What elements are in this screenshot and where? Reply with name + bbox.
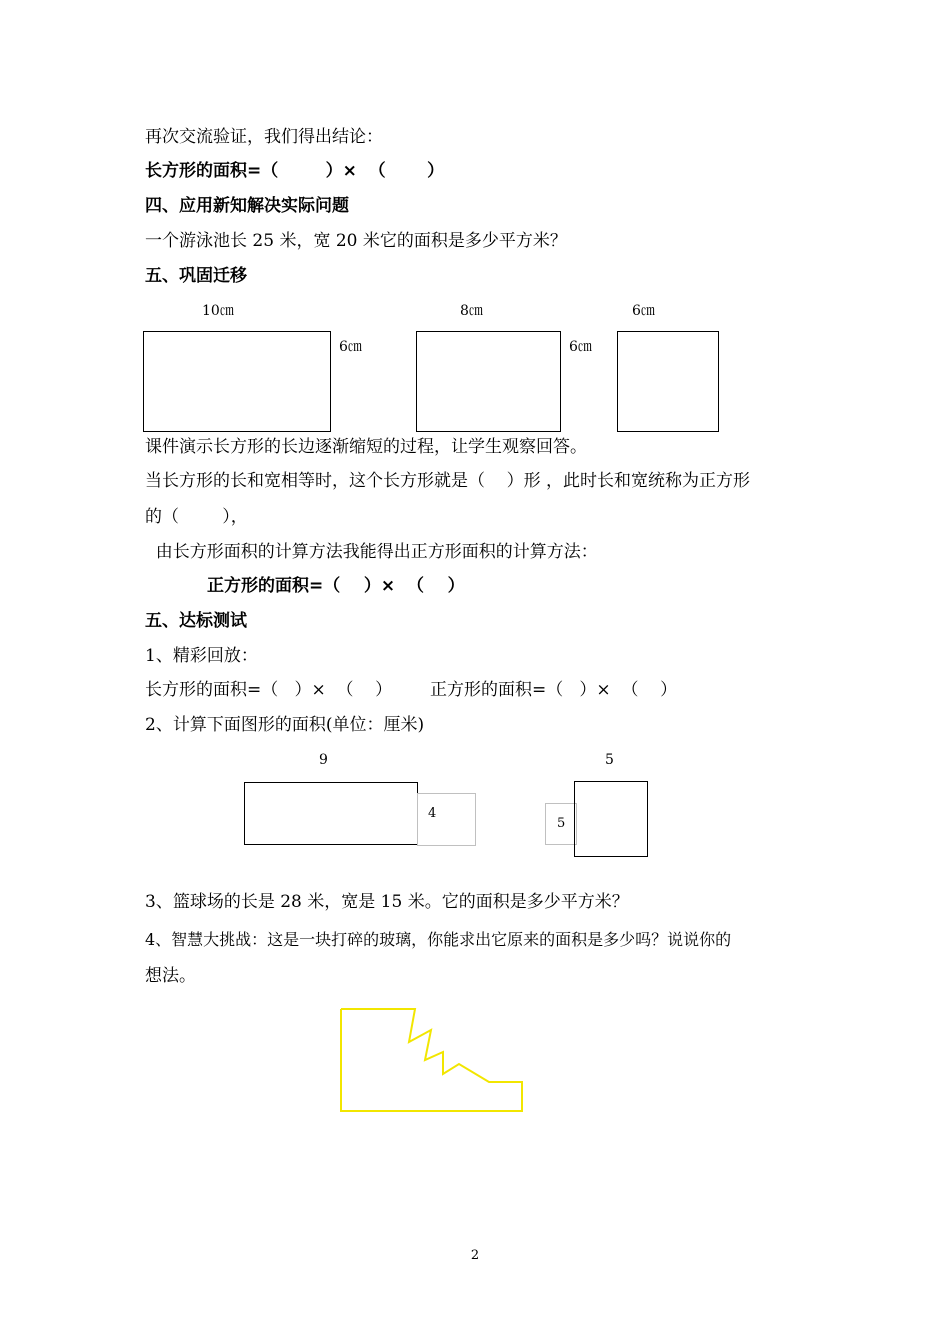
rect-length-label: 9	[319, 752, 328, 768]
conclusion-intro: 再次交流验证，我们得出结论：	[145, 127, 383, 147]
item-4-challenge-cont: 想法。	[145, 966, 196, 986]
square-width-box	[545, 803, 577, 845]
rectangle-2	[416, 331, 561, 432]
square-5x5	[574, 781, 648, 857]
square-1	[617, 331, 719, 432]
item-3-basketball: 3、篮球场的长是 28 米，宽是 15 米。它的面积是多少平方米？	[145, 892, 629, 912]
square-width-label: 5	[557, 816, 566, 831]
square-side-label: 6㎝	[632, 303, 655, 319]
item-1-formulas: 长方形的面积=（ ）× （ ） 正方形的面积=（ ）× （ ）	[145, 680, 678, 700]
rectangle-9x4	[244, 782, 418, 845]
square-area-formula: 正方形的面积=（ ）× （ ）	[207, 576, 465, 596]
rect1-width-label: 6㎝	[339, 339, 362, 355]
derive-square-formula: 由长方形面积的计算方法我能得出正方形面积的计算方法：	[145, 542, 598, 562]
page-number: 2	[470, 1248, 480, 1263]
rect2-length-label: 8㎝	[460, 303, 483, 319]
section-4-heading: 四、应用新知解决实际问题	[145, 196, 349, 216]
square-length-label: 5	[605, 752, 614, 768]
rectangle-area-formula: 长方形的面积=（ ）× （ ）	[145, 161, 445, 181]
equal-sides-question-cont: 的（ ），	[145, 507, 248, 527]
rectangle-1	[143, 331, 331, 432]
item-4-challenge: 4、智慧大挑战：这是一块打碎的玻璃，你能求出它原来的面积是多少吗？说说你的	[145, 930, 732, 949]
broken-glass-shape	[335, 1000, 535, 1120]
rect-width-label: 4	[428, 806, 437, 821]
rect1-length-label: 10㎝	[202, 303, 234, 319]
equal-sides-question: 当长方形的长和宽相等时，这个长方形就是（ ）形 ，此时长和宽统称为正方形	[145, 471, 751, 491]
section-5-test-heading: 五、达标测试	[145, 611, 247, 631]
pool-problem: 一个游泳池长 25 米，宽 20 米它的面积是多少平方米？	[145, 231, 567, 251]
item-1-review: 1、精彩回放：	[145, 646, 258, 666]
rect2-width-label: 6㎝	[569, 339, 592, 355]
courseware-demo: 课件演示长方形的长边逐渐缩短的过程，让学生观察回答。	[145, 437, 587, 457]
rect-width-box	[417, 793, 476, 846]
section-5-heading: 五、巩固迁移	[145, 266, 247, 286]
item-2-calc: 2、计算下面图形的面积(单位：厘米)	[145, 715, 425, 735]
